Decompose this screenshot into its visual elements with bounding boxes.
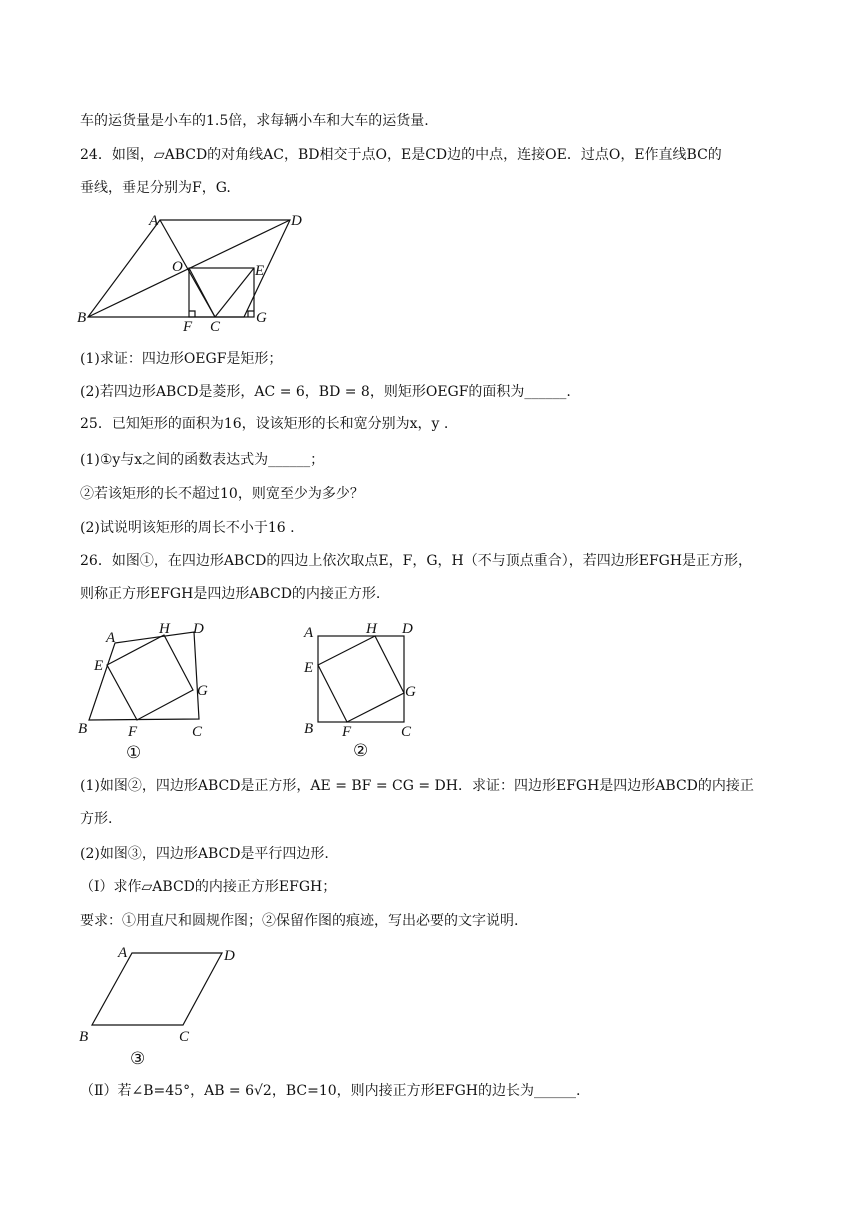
fig24-label-E: E — [255, 263, 265, 279]
fig24-label-F: F — [183, 319, 193, 335]
q25-part1-1: (1)①y与x之间的函数表达式为______； — [80, 452, 325, 468]
q25-statement: 25．已知矩形的面积为16，设该矩形的长和宽分别为x，y . — [80, 416, 449, 432]
fig-q26-1-label-D: D — [193, 621, 204, 637]
fig-q26-3-label-C: C — [179, 1029, 190, 1045]
figure-q26-1 — [76, 612, 226, 762]
figure-q26-2 — [300, 612, 450, 762]
fig-q26-1-label-A: A — [106, 630, 116, 646]
fig-q26-1-label-H: H — [159, 621, 170, 637]
fig-q26-1-caption: ① — [126, 743, 142, 762]
q24-statement: 24．如图，▱ABCD的对角线AC，BD相交于点O，E是CD边的中点，连接OE．过点O，E作直线BC的 — [80, 147, 722, 163]
q26-part2-requirements: 要求：①用直尺和圆规作图；②保留作图的痕迹，写出必要的文字说明. — [80, 913, 519, 929]
fig-q26-1-label-F: F — [128, 724, 138, 740]
fig-q26-2-label-G: G — [405, 684, 416, 700]
fig-q26-3-label-A: A — [118, 945, 128, 961]
fig-q26-3-caption: ③ — [130, 1049, 146, 1068]
fig-q26-2-label-C: C — [401, 724, 412, 740]
fig-q26-2-label-F: F — [342, 724, 352, 740]
figure-q26-3 — [76, 940, 256, 1075]
q25-part2: (2)试说明该矩形的周长不小于16 . — [80, 520, 295, 536]
fig-q26-3-label-D: D — [224, 948, 235, 964]
fig-q26-3-label-B: B — [79, 1029, 89, 1045]
q24-part2: (2)若四边形ABCD是菱形，AC = 6，BD = 8，则矩形OEGF的面积为______. — [80, 384, 571, 400]
fig-q26-1-label-B: B — [78, 721, 88, 737]
fig-q26-2-label-D: D — [402, 621, 413, 637]
fig-q26-2-label-H: H — [366, 621, 377, 637]
text-line-1: 车的运货量是小车的1.5倍，求每辆小车和大车的运货量. — [80, 113, 429, 129]
fig-q26-2-label-A: A — [304, 625, 314, 641]
q24-statement-cont: 垂线，垂足分别为F，G. — [80, 180, 231, 196]
fig-q26-1-label-G: G — [197, 683, 208, 699]
q26-part2: (2)如图③，四边形ABCD是平行四边形. — [80, 846, 329, 862]
q26-part1: (1)如图②，四边形ABCD是正方形，AE = BF = CG = DH．求证：四边形EFGH是四边形ABCD的内接正 — [80, 778, 754, 794]
fig-q26-1-label-C: C — [192, 724, 203, 740]
fig-q26-1-label-E: E — [94, 658, 104, 674]
fig-q26-2-label-B: B — [304, 721, 314, 737]
q24-part1: (1)求证：四边形OEGF是矩形； — [80, 351, 283, 367]
fig24-label-A: A — [149, 213, 159, 229]
figure-q24 — [76, 205, 316, 335]
q26-statement: 26．如图①，在四边形ABCD的四边上依次取点E，F，G，H（不与顶点重合），若四边形EFGH是正方形， — [80, 553, 753, 569]
fig-q26-2-caption: ② — [353, 741, 369, 760]
q26-part2-ii: （Ⅱ）若∠B=45°，AB = 6√2，BC=10，则内接正方形EFGH的边长为______. — [80, 1083, 581, 1099]
fig24-label-C: C — [210, 319, 221, 335]
fig24-label-G: G — [256, 310, 267, 326]
q25-part1-2: ②若该矩形的长不超过10，则宽至少为多少？ — [80, 486, 364, 502]
q26-part1-cont: 方形. — [80, 811, 113, 827]
q26-statement-cont: 则称正方形EFGH是四边形ABCD的内接正方形. — [80, 586, 381, 602]
q26-part2-i: （Ⅰ）求作▱ABCD的内接正方形EFGH； — [80, 879, 337, 895]
fig24-label-D: D — [291, 213, 302, 229]
fig-q26-2-label-E: E — [304, 660, 314, 676]
fig24-label-B: B — [77, 310, 87, 326]
fig24-label-O: O — [172, 259, 183, 275]
